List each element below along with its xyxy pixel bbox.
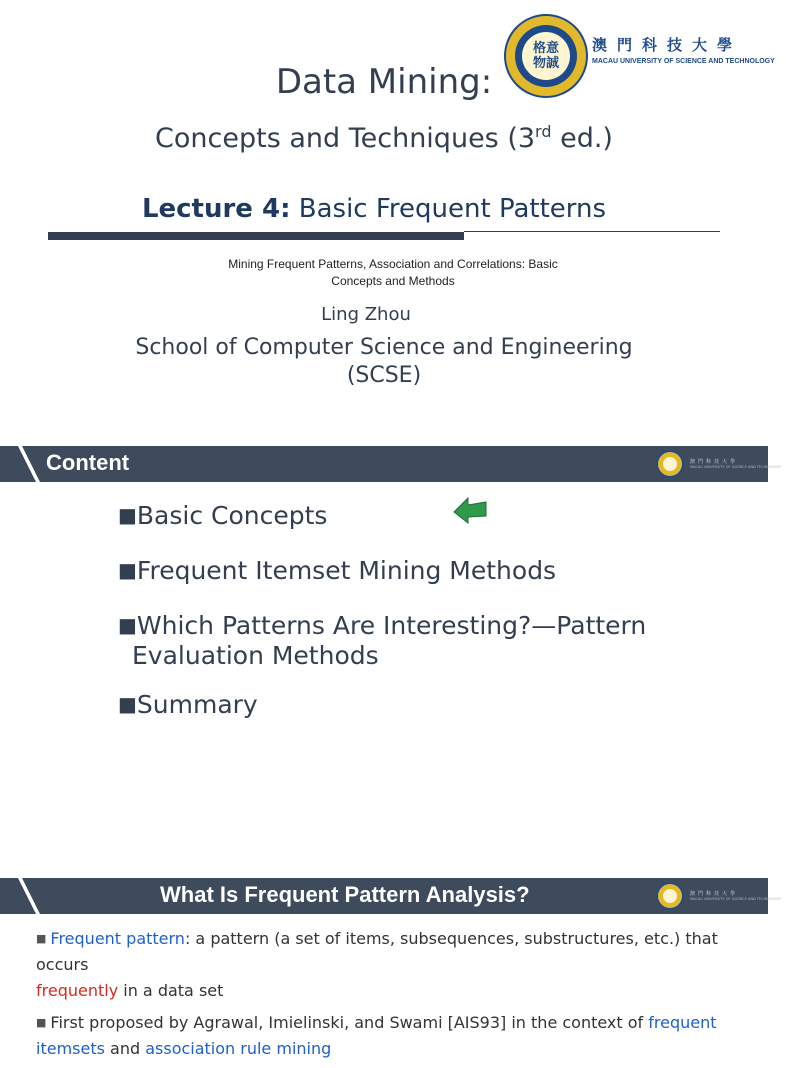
header-seal-logo	[656, 450, 684, 478]
bullet: ■	[118, 558, 137, 582]
bullet: ■	[118, 503, 137, 527]
definition-text-end: in a data set	[118, 981, 224, 1000]
content-list	[118, 500, 678, 744]
term-frequent: frequent	[648, 1013, 717, 1032]
list-item-label: Frequent Itemset Mining Methods	[136, 556, 557, 585]
history-text: First proposed by Agrawal, Imielinski, and Swami [AIS93] in the context of	[50, 1013, 649, 1032]
subtitle-main: Concepts and Techniques (3	[155, 123, 536, 154]
list-item[interactable]	[118, 689, 678, 720]
list-item-label: Basic Concepts	[136, 501, 328, 530]
frequent-pattern-slide	[0, 878, 781, 1058]
header-wordmark	[690, 890, 781, 902]
lecture-description	[0, 256, 786, 290]
term-association-rule-mining: association rule mining	[145, 1039, 332, 1058]
school-line1: School of Computer Science and Engineering	[135, 335, 633, 360]
list-item[interactable]	[118, 500, 678, 531]
header-wordmark-cn: 澳門科技大學	[690, 891, 739, 897]
term-itemsets: itemsets	[36, 1039, 105, 1058]
term-frequent-pattern: Frequent pattern	[50, 929, 185, 948]
seal-text-line1: 格意	[532, 41, 559, 56]
slide-header-bar	[0, 878, 781, 914]
history-text-and: and	[104, 1039, 146, 1058]
lecture-heading	[0, 194, 748, 224]
bullet: ■	[36, 932, 47, 945]
title-divider-thin	[464, 231, 720, 232]
description-line1: Mining Frequent Patterns, Association and Correlations: Basic	[228, 257, 558, 271]
list-item	[36, 1010, 746, 1062]
bullet: ■	[118, 692, 137, 716]
subtitle-superscript: rd	[535, 122, 552, 141]
definition-list	[36, 926, 746, 1068]
content-slide	[0, 446, 781, 866]
header-title: What Is Frequent Pattern Analysis?	[160, 882, 530, 907]
list-item	[36, 926, 746, 1004]
slide-title: Data Mining:	[275, 62, 493, 102]
title-slide	[0, 0, 775, 440]
bullet: ■	[118, 613, 137, 637]
university-name-chinese: 澳門科技大學	[592, 36, 743, 54]
seal-text-line2: 物誠	[532, 56, 559, 71]
university-name-english: MACAU UNIVERSITY OF SCIENCE AND TECHNOLOGY	[592, 58, 775, 65]
lecture-title: Basic Frequent Patterns	[290, 194, 607, 224]
description-line2: Concepts and Methods	[331, 274, 455, 288]
list-item-continuation: Evaluation Methods	[132, 641, 379, 670]
list-item-label: Summary	[136, 690, 258, 719]
school-line2: (SCSE)	[346, 363, 422, 388]
subtitle-end: ed.)	[551, 123, 613, 154]
lecture-label: Lecture 4:	[141, 194, 291, 224]
header-seal-logo	[656, 882, 684, 910]
definition-text: : a pattern (a set of items, subsequences, substructures, etc.) that occurs	[36, 929, 718, 974]
slide-header-bar	[0, 446, 781, 482]
header-wordmark-en: MACAU UNIVERSITY OF SCIENCE AND TECHNOLOGY	[690, 465, 781, 469]
list-item[interactable]	[118, 555, 678, 586]
author-name: Ling Zhou	[321, 304, 411, 325]
title-divider-thick	[48, 232, 464, 240]
slide-subtitle	[0, 122, 768, 154]
bullet: ■	[36, 1016, 47, 1029]
header-wordmark-cn: 澳門科技大學	[690, 459, 739, 465]
university-wordmark	[592, 34, 775, 65]
highlight-frequently: frequently	[36, 981, 119, 1000]
header-wordmark	[690, 458, 781, 470]
list-item-label: Which Patterns Are Interesting?—Pattern	[136, 611, 647, 640]
header-title: Content	[46, 450, 130, 475]
school-name	[0, 334, 768, 390]
header-wordmark-en: MACAU UNIVERSITY OF SCIENCE AND TECHNOLOGY	[690, 897, 781, 901]
